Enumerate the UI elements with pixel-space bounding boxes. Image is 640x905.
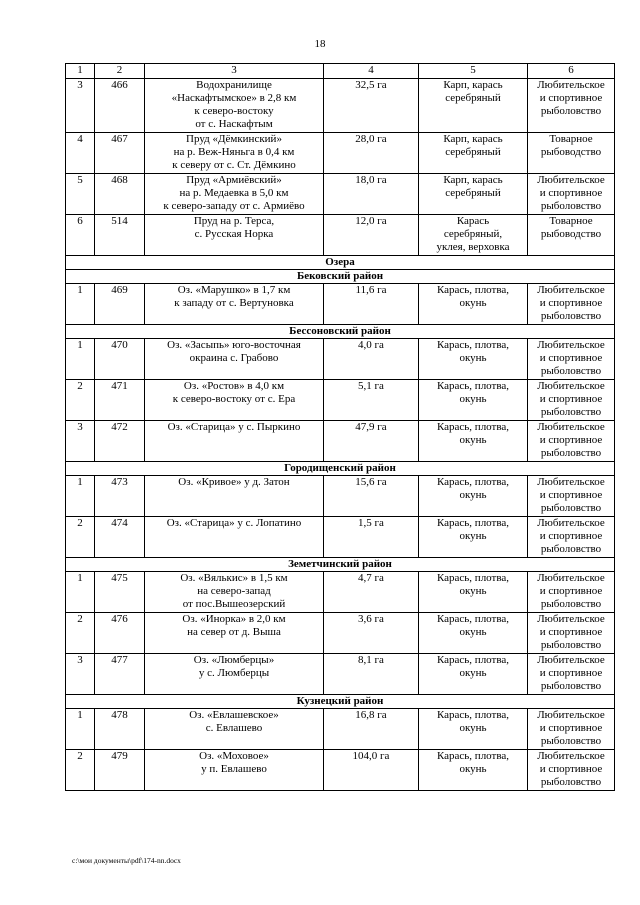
area: 28,0 га	[324, 133, 419, 174]
area: 5,1 га	[324, 380, 419, 421]
area: 32,5 га	[324, 79, 419, 133]
column-header: 6	[528, 64, 615, 79]
fish-species: Карась, плотва, окунь	[419, 709, 528, 750]
column-header: 4	[324, 64, 419, 79]
registry-number: 478	[95, 709, 145, 750]
row-number: 2	[66, 750, 95, 791]
registry-number: 468	[95, 174, 145, 215]
registry-number: 471	[95, 380, 145, 421]
fish-species: Карась, плотва, окунь	[419, 284, 528, 325]
row-number: 1	[66, 572, 95, 613]
section-heading: Городищенский район	[66, 462, 615, 476]
row-number: 2	[66, 613, 95, 654]
section-heading: Бессоновский район	[66, 325, 615, 339]
table-row	[66, 380, 615, 421]
table-header-row	[66, 64, 615, 79]
water-body-description: Оз. «Марушко» в 1,7 км к западу от с. Вертуновка	[145, 284, 324, 325]
use-type: Любительское и спортивное рыболовство	[528, 339, 615, 380]
water-body-description: Оз. «Моховое» у п. Евлашево	[145, 750, 324, 791]
section-heading-row	[66, 558, 615, 572]
column-header: 1	[66, 64, 95, 79]
table-row	[66, 421, 615, 462]
footer-file-path: c:\мои документы\pdf\174-nn.docx	[72, 856, 181, 865]
section-heading-row	[66, 695, 615, 709]
fish-species: Карась серебряный, уклея, верховка	[419, 215, 528, 256]
row-number: 1	[66, 339, 95, 380]
fish-species: Карась, плотва, окунь	[419, 572, 528, 613]
column-header: 2	[95, 64, 145, 79]
fish-species: Карп, карась серебряный	[419, 174, 528, 215]
water-body-description: Водохранилище «Наскафтымское» в 2,8 км к северо-востоку от с. Наскафтым	[145, 79, 324, 133]
section-heading-row	[66, 462, 615, 476]
area: 3,6 га	[324, 613, 419, 654]
table-row	[66, 517, 615, 558]
water-body-description: Оз. «Кривое» у д. Затон	[145, 476, 324, 517]
registry-number: 472	[95, 421, 145, 462]
row-number: 2	[66, 517, 95, 558]
area: 47,9 га	[324, 421, 419, 462]
section-heading: Бековский район	[66, 270, 615, 284]
table-row	[66, 133, 615, 174]
water-body-description: Оз. «Старица» у с. Лопатино	[145, 517, 324, 558]
area: 11,6 га	[324, 284, 419, 325]
water-body-description: Оз. «Вялькис» в 1,5 км на северо-запад от пос.Вышеозерский	[145, 572, 324, 613]
table-row	[66, 613, 615, 654]
use-type: Любительское и спортивное рыболовство	[528, 476, 615, 517]
fish-species: Карп, карась серебряный	[419, 79, 528, 133]
use-type: Любительское и спортивное рыболовство	[528, 284, 615, 325]
registry-number: 466	[95, 79, 145, 133]
area: 4,7 га	[324, 572, 419, 613]
use-type: Любительское и спортивное рыболовство	[528, 654, 615, 695]
table-row	[66, 572, 615, 613]
registry-number: 514	[95, 215, 145, 256]
area: 104,0 га	[324, 750, 419, 791]
area: 12,0 га	[324, 215, 419, 256]
table-row	[66, 709, 615, 750]
registry-number: 467	[95, 133, 145, 174]
row-number: 1	[66, 709, 95, 750]
water-body-description: Оз. «Евлашевское» с. Евлашево	[145, 709, 324, 750]
fish-species: Карась, плотва, окунь	[419, 380, 528, 421]
use-type: Любительское и спортивное рыболовство	[528, 421, 615, 462]
registry-number: 469	[95, 284, 145, 325]
registry-number: 479	[95, 750, 145, 791]
water-body-description: Пруд «Дёмкинский» на р. Веж-Няньга в 0,4 км к северу от с. Ст. Дёмкино	[145, 133, 324, 174]
table-row	[66, 339, 615, 380]
water-bodies-table	[65, 63, 615, 791]
table-row	[66, 215, 615, 256]
fish-species: Карась, плотва, окунь	[419, 476, 528, 517]
water-body-description: Оз. «Засыпь» юго-восточная окраина с. Грабово	[145, 339, 324, 380]
section-heading-row	[66, 256, 615, 270]
water-body-description: Оз. «Старица» у с. Пыркино	[145, 421, 324, 462]
registry-number: 474	[95, 517, 145, 558]
row-number: 1	[66, 284, 95, 325]
registry-number: 475	[95, 572, 145, 613]
row-number: 5	[66, 174, 95, 215]
row-number: 3	[66, 79, 95, 133]
area: 16,8 га	[324, 709, 419, 750]
use-type: Любительское и спортивное рыболовство	[528, 380, 615, 421]
page-number: 18	[314, 38, 326, 50]
section-heading-row	[66, 270, 615, 284]
table-row	[66, 284, 615, 325]
row-number: 3	[66, 654, 95, 695]
table-row	[66, 654, 615, 695]
section-heading: Земетчинский район	[66, 558, 615, 572]
registry-number: 470	[95, 339, 145, 380]
area: 1,5 га	[324, 517, 419, 558]
area: 4,0 га	[324, 339, 419, 380]
water-body-description: Пруд на р. Терса, с. Русская Норка	[145, 215, 324, 256]
column-header: 5	[419, 64, 528, 79]
water-body-description: Оз. «Люмберцы» у с. Люмберцы	[145, 654, 324, 695]
water-body-description: Оз. «Ростов» в 4,0 км к северо-востоку от с. Ера	[145, 380, 324, 421]
fish-species: Карп, карась серебряный	[419, 133, 528, 174]
use-type: Любительское и спортивное рыболовство	[528, 572, 615, 613]
fish-species: Карась, плотва, окунь	[419, 750, 528, 791]
registry-number: 476	[95, 613, 145, 654]
table-row	[66, 174, 615, 215]
section-heading: Кузнецкий район	[66, 695, 615, 709]
row-number: 1	[66, 476, 95, 517]
area: 15,6 га	[324, 476, 419, 517]
fish-species: Карась, плотва, окунь	[419, 421, 528, 462]
area: 8,1 га	[324, 654, 419, 695]
section-heading: Озера	[66, 256, 615, 270]
fish-species: Карась, плотва, окунь	[419, 517, 528, 558]
column-header: 3	[145, 64, 324, 79]
table-row	[66, 750, 615, 791]
use-type: Любительское и спортивное рыболовство	[528, 709, 615, 750]
fish-species: Карась, плотва, окунь	[419, 339, 528, 380]
use-type: Любительское и спортивное рыболовство	[528, 750, 615, 791]
row-number: 6	[66, 215, 95, 256]
row-number: 4	[66, 133, 95, 174]
use-type: Любительское и спортивное рыболовство	[528, 613, 615, 654]
water-body-description: Пруд «Армиёвский» на р. Медаевка в 5,0 км к северо-западу от с. Армиёво	[145, 174, 324, 215]
area: 18,0 га	[324, 174, 419, 215]
use-type: Товарное рыбоводство	[528, 133, 615, 174]
use-type: Товарное рыбоводство	[528, 215, 615, 256]
water-body-description: Оз. «Инорка» в 2,0 км на север от д. Выша	[145, 613, 324, 654]
use-type: Любительское и спортивное рыболовство	[528, 79, 615, 133]
table-row	[66, 79, 615, 133]
table-row	[66, 476, 615, 517]
row-number: 2	[66, 380, 95, 421]
use-type: Любительское и спортивное рыболовство	[528, 517, 615, 558]
registry-number: 477	[95, 654, 145, 695]
use-type: Любительское и спортивное рыболовство	[528, 174, 615, 215]
row-number: 3	[66, 421, 95, 462]
fish-species: Карась, плотва, окунь	[419, 654, 528, 695]
registry-number: 473	[95, 476, 145, 517]
fish-species: Карась, плотва, окунь	[419, 613, 528, 654]
section-heading-row	[66, 325, 615, 339]
